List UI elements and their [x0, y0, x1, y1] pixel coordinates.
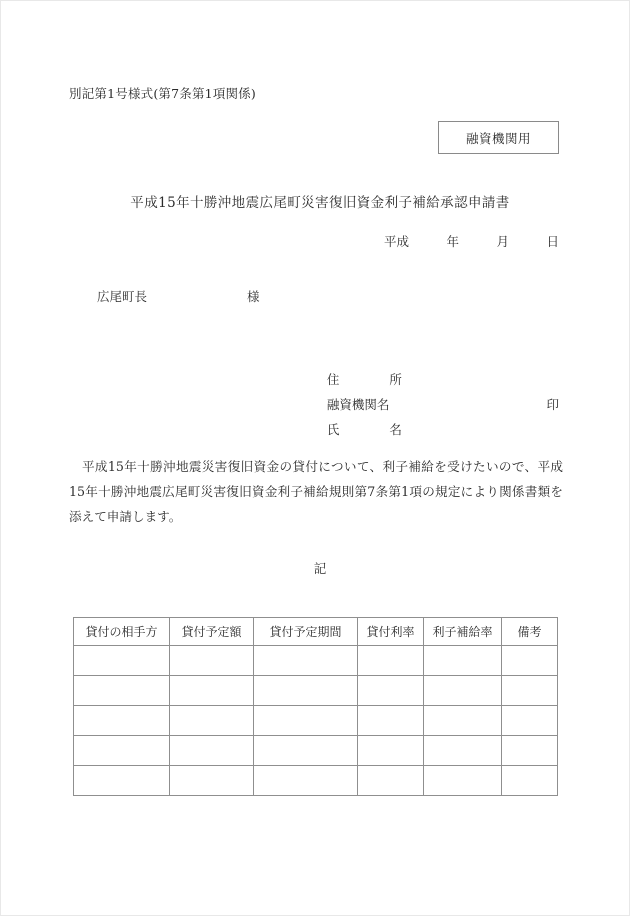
table-cell[interactable]	[74, 706, 170, 736]
table-cell[interactable]	[170, 706, 254, 736]
applicant-name-row	[303, 392, 559, 437]
table-header-row	[74, 618, 558, 646]
table-cell[interactable]	[358, 736, 424, 766]
table-cell[interactable]	[74, 646, 170, 676]
table-body	[74, 646, 558, 796]
table-header-cell: 貸付利率	[358, 618, 424, 646]
lender-use-box-label: 融資機関用	[465, 130, 531, 146]
table-cell[interactable]	[502, 766, 558, 796]
loan-details-table	[73, 617, 558, 796]
table-header-cell: 貸付予定期間	[254, 618, 358, 646]
table-row	[74, 676, 558, 706]
table-cell[interactable]	[254, 736, 358, 766]
table-header-cell: 貸付予定額	[170, 618, 254, 646]
table-cell[interactable]	[502, 646, 558, 676]
table-cell[interactable]	[424, 646, 502, 676]
table-cell[interactable]	[254, 706, 358, 736]
table-cell[interactable]	[424, 706, 502, 736]
applicant-institution-label: 融資機関名	[326, 397, 390, 412]
table-cell[interactable]	[254, 766, 358, 796]
table-cell[interactable]	[170, 766, 254, 796]
table-cell[interactable]	[358, 766, 424, 796]
table-cell[interactable]	[502, 676, 558, 706]
applicant-address-label: 住 所	[326, 372, 402, 387]
applicant-institution-row	[303, 367, 559, 412]
table-cell[interactable]	[502, 706, 558, 736]
table-cell[interactable]	[424, 676, 502, 706]
table-cell[interactable]	[170, 736, 254, 766]
body-paragraph: 平成15年十勝沖地震災害復旧資金の貸付について、利子補給を受けたいので、平成15年十勝沖地震広尾町災害復旧資金利子補給規則第7条第1項の規定により関係書類を添えて申請します。	[69, 459, 563, 524]
table-row	[74, 736, 558, 766]
table-cell[interactable]	[424, 766, 502, 796]
table-row	[74, 706, 558, 736]
applicant-name-label: 氏 名	[326, 422, 402, 437]
table-cell[interactable]	[358, 676, 424, 706]
table-row	[74, 646, 558, 676]
applicant-address-row	[303, 342, 559, 387]
table-cell[interactable]	[254, 676, 358, 706]
table-cell[interactable]	[170, 676, 254, 706]
lender-use-box	[438, 121, 559, 154]
form-number-label: 別記第1号様式(第7条第1項関係)	[69, 86, 257, 101]
table-header-cell: 利子補給率	[424, 618, 502, 646]
document-title: 平成15年十勝沖地震広尾町災害復旧資金利子補給承認申請書	[130, 195, 510, 211]
table-cell[interactable]	[358, 706, 424, 736]
applicant-block	[303, 342, 559, 437]
date-line: 平成 年 月 日	[383, 234, 559, 249]
table-header-cell: 貸付の相手方	[74, 618, 170, 646]
table-cell[interactable]	[170, 646, 254, 676]
table-cell[interactable]	[254, 646, 358, 676]
table-cell[interactable]	[358, 646, 424, 676]
seal-mark: 印	[546, 397, 559, 412]
table-cell[interactable]	[74, 736, 170, 766]
addressee-line: 広尾町長 様	[97, 289, 260, 304]
table-cell[interactable]	[424, 736, 502, 766]
table-header-cell: 備考	[502, 618, 558, 646]
ki-mark: 記	[313, 561, 327, 576]
table-cell[interactable]	[74, 676, 170, 706]
table-cell[interactable]	[74, 766, 170, 796]
table-cell[interactable]	[502, 736, 558, 766]
table-row	[74, 766, 558, 796]
